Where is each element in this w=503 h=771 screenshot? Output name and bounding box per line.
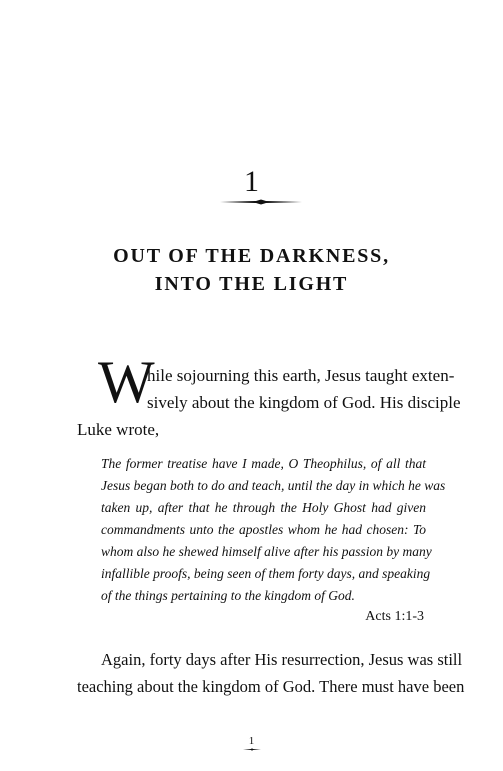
scripture-citation: Acts 1:1-3 (365, 609, 424, 624)
quote-line: whom also he shewed himself alive after his passion by many (101, 544, 432, 559)
paragraph-line: hile sojourning this earth, Jesus taught exten- (147, 366, 455, 385)
quote-line: infallible proofs, being seen of them forty days, and speaking (101, 566, 431, 581)
quote-line: The former treatise have I made, O Theophilus, of all that (101, 456, 426, 471)
quote-line: taken up, after that he through the Holy Ghost had given (101, 500, 426, 515)
drop-cap: W (98, 349, 155, 415)
paragraph-line: Again, forty days after His resurrection, Jesus was still (101, 650, 463, 669)
chapter-title-line: OUT OF THE DARKNESS, (113, 245, 390, 267)
chapter-title (0, 242, 503, 298)
quote-line: commandments unto the apostles whom he had chosen: To (101, 522, 426, 537)
quote-line: Jesus began both to do and teach, until the day in which he was (101, 478, 446, 493)
chapter-title-line: INTO THE LIGHT (154, 273, 349, 295)
paragraph-line: sively about the kingdom of God. His disciple (147, 393, 461, 412)
paragraph-line: Luke wrote, (77, 420, 160, 439)
ornament-divider (220, 198, 302, 206)
paragraph-line: teaching about the kingdom of God. There must have been (77, 677, 465, 696)
page-number-rule (243, 748, 261, 751)
quote-line: of the things pertaining to the kingdom of God. (101, 588, 355, 603)
chapter-number: 1 (244, 165, 259, 198)
page-number: 1 (248, 735, 255, 747)
